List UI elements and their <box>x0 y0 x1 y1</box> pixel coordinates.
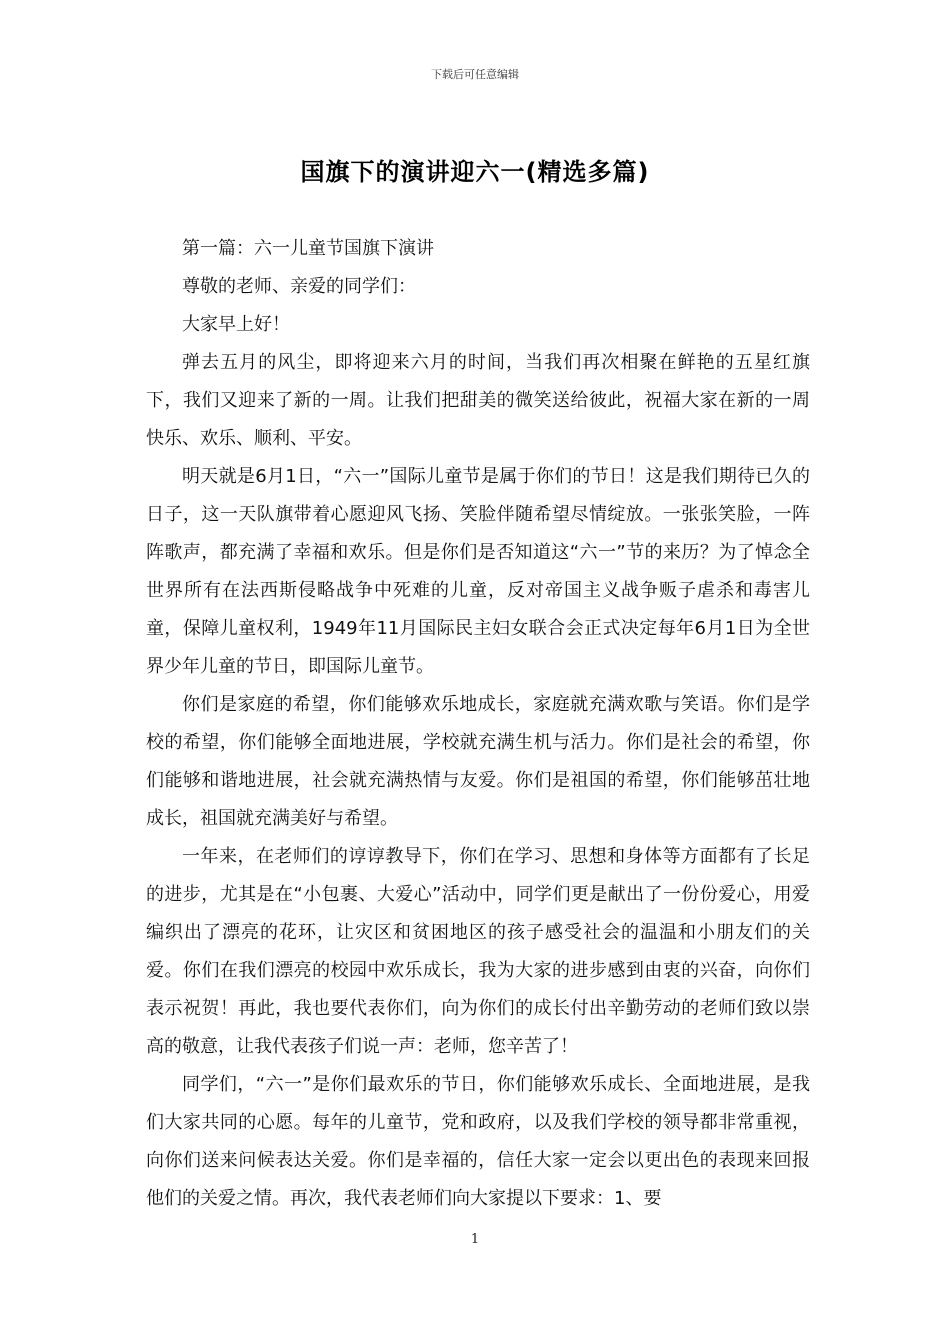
body-paragraph: 弹去五月的风尘，即将迎来六月的时间，当我们再次相聚在鲜艳的五星红旗下，我们又迎来了新的一周。让我们把甜美的微笑送给彼此，祝福大家在新的一周快乐、欢乐、顺利、平安。 <box>146 352 810 449</box>
section-heading: 第一篇：六一儿童节国旗下演讲 <box>182 238 434 259</box>
document-title: 国旗下的演讲迎六一(精选多篇) <box>300 158 650 186</box>
body-paragraph: 一年来，在老师们的谆谆教导下，你们在学习、思想和身体等方面都有了长足的进步，尤其是在“小包裹、大爱心”活动中，同学们更是献出了一份份爱心，用爱编织出了漂亮的花环，让灾区和贫困地区的孩子感受社会的温温和小朋友们的关爱。你们在我们漂亮的校园中欢乐成长，我为大家的进步感到由衷的兴奋，向你们表示祝贺！再此，我也要代表你们，向为你们的成长付出辛勤劳动的老师们致以崇高的敬意，让我代表孩子们说一声：老师，您辛苦了！ <box>146 846 810 1057</box>
body-paragraph: 同学们，“六一”是你们最欢乐的节日，你们能够欢乐成长、全面地进展，是我们大家共同的心愿。每年的儿童节，党和政府，以及我们学校的领导都非常重视，向你们送来问候表达关爱。你们是幸福的，信任大家一定会以更出色的表现来回报他们的关爱之情。再次，我代表老师们向大家提以下要求：1、要 <box>146 1074 810 1209</box>
salutation: 尊敬的老师、亲爱的同学们： <box>182 276 416 297</box>
header-note: 下载后可任意编辑 <box>431 68 519 81</box>
document-body <box>146 230 810 1218</box>
body-paragraph: 你们是家庭的希望，你们能够欢乐地成长，家庭就充满欢歌与笑语。你们是学校的希望，你们能够全面地进展，学校就充满生机与活力。你们是社会的希望，你们能够和谐地进展，社会就充满热情与友爱。你们是祖国的希望，你们能够茁壮地成长，祖国就充满美好与希望。 <box>146 694 810 829</box>
body-paragraph: 明天就是6月1日，“六一”国际儿童节是属于你们的节日！这是我们期待已久的日子，这一天队旗带着心愿迎风飞扬、笑脸伴随希望尽情绽放。一张张笑脸，一阵阵歌声，都充满了幸福和欢乐。但是你们是否知道这“六一”节的来历？为了悼念全世界所有在法西斯侵略战争中死难的儿童，反对帝国主义战争贩子虐杀和毒害儿童，保障儿童权利，1949年11月国际民主妇女联合会正式决定每年6月1日为全世界少年儿童的节日，即国际儿童节。 <box>146 466 810 677</box>
page-number: 1 <box>470 1232 480 1247</box>
greeting: 大家早上好！ <box>182 314 290 335</box>
